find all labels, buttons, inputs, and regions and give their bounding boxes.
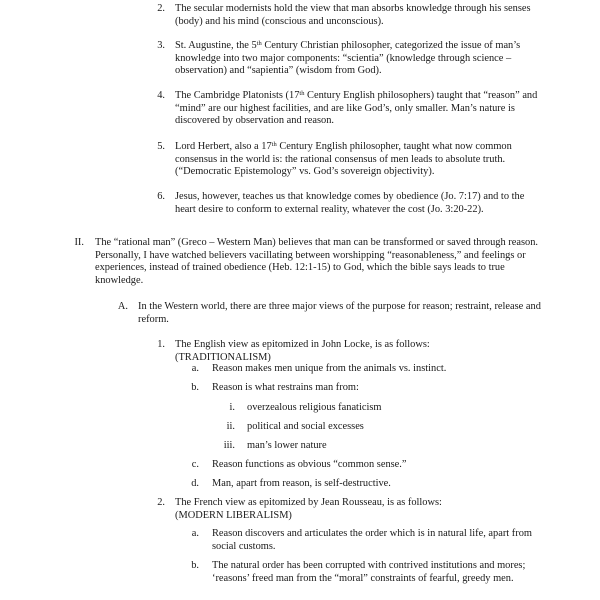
- item-text: Jesus, however, teaches us that knowledge comes by obedience (Jo. 7:17) and to the heart desire to conform to external reality, whatever the cost (Jo. 3:20-22).: [175, 191, 525, 215]
- item-marker: 5.: [157, 141, 165, 152]
- item-marker: d.: [191, 478, 199, 489]
- item-text: Reason is what restrains man from:: [212, 382, 359, 393]
- item-text: overzealous religious fanaticism: [247, 402, 382, 413]
- item-text: The French view as epitomized by Jean Rousseau, is as follows: (MODERN LIBERALISM): [175, 497, 442, 521]
- item-text: In the Western world, there are three major views of the purpose for reason; restraint, release and reform.: [138, 301, 541, 325]
- item-text: The “rational man” (Greco – Western Man) believes that man can be transformed or saved through reason. Personally, I have watched believers vacillating between worshipping “reasonableness,” and feelings or experiences, instead of trained obedience (Heb. 12:1-15) to God, which the bible says leads to true knowledge.: [95, 237, 539, 286]
- item-text: Lord Herbert, also a 17th Century English philosopher, taught what now common consensus in the world is: the rational consensus of men leads to absolute truth. (“Democratic Epistemology” vs. God’s sovereign objectivity).: [175, 141, 512, 178]
- item-marker: II.: [74, 237, 84, 248]
- item-marker: i.: [229, 402, 235, 413]
- item-marker: 3.: [157, 40, 165, 51]
- item-marker: b.: [191, 382, 199, 393]
- item-marker: b.: [191, 560, 199, 571]
- item-marker: 2.: [157, 3, 165, 14]
- item-marker: 6.: [157, 191, 165, 202]
- item-marker: a.: [191, 528, 199, 539]
- item-text: The Cambridge Platonists (17th Century English philosophers) taught that “reason” and “mind” are our highest facilities, and are like God’s, only smaller. Man’s nature is discovered by observation and reason.: [175, 90, 538, 127]
- item-marker: 4.: [157, 90, 165, 101]
- item-marker: A.: [117, 301, 128, 312]
- item-text: Reason discovers and articulates the order which is in natural life, apart from social customs.: [212, 528, 532, 552]
- item-text: political and social excesses: [247, 421, 364, 432]
- item-text: Reason makes men unique from the animals vs. instinct.: [212, 363, 447, 374]
- item-text: Reason functions as obvious “common sense.”: [212, 459, 407, 470]
- item-marker: 1.: [157, 339, 165, 350]
- item-marker: a.: [191, 363, 199, 374]
- item-text: The natural order has been corrupted with contrived institutions and mores; ‘reasons’ freed man from the “moral” constraints of fearful, greedy men.: [212, 560, 526, 584]
- item-text: The English view as epitomized in John Locke, is as follows: (TRADITIONALISM): [175, 339, 430, 363]
- item-marker: ii.: [226, 421, 235, 432]
- item-text: St. Augustine, the 5th Century Christian philosopher, categorized the issue of man’s knowledge into two major components: “scientia” (knowledge through science – observation) and “sapientia” (wisdom from God).: [175, 40, 521, 77]
- item-text: The secular modernists hold the view that man absorbs knowledge through his senses (body) and his mind (conscious and unconscious).: [175, 3, 531, 27]
- item-marker: c.: [191, 459, 199, 470]
- item-marker: 2.: [157, 497, 165, 508]
- item-text: Man, apart from reason, is self-destructive.: [212, 478, 391, 489]
- item-text: man’s lower nature: [247, 440, 327, 451]
- item-marker: iii.: [223, 440, 235, 451]
